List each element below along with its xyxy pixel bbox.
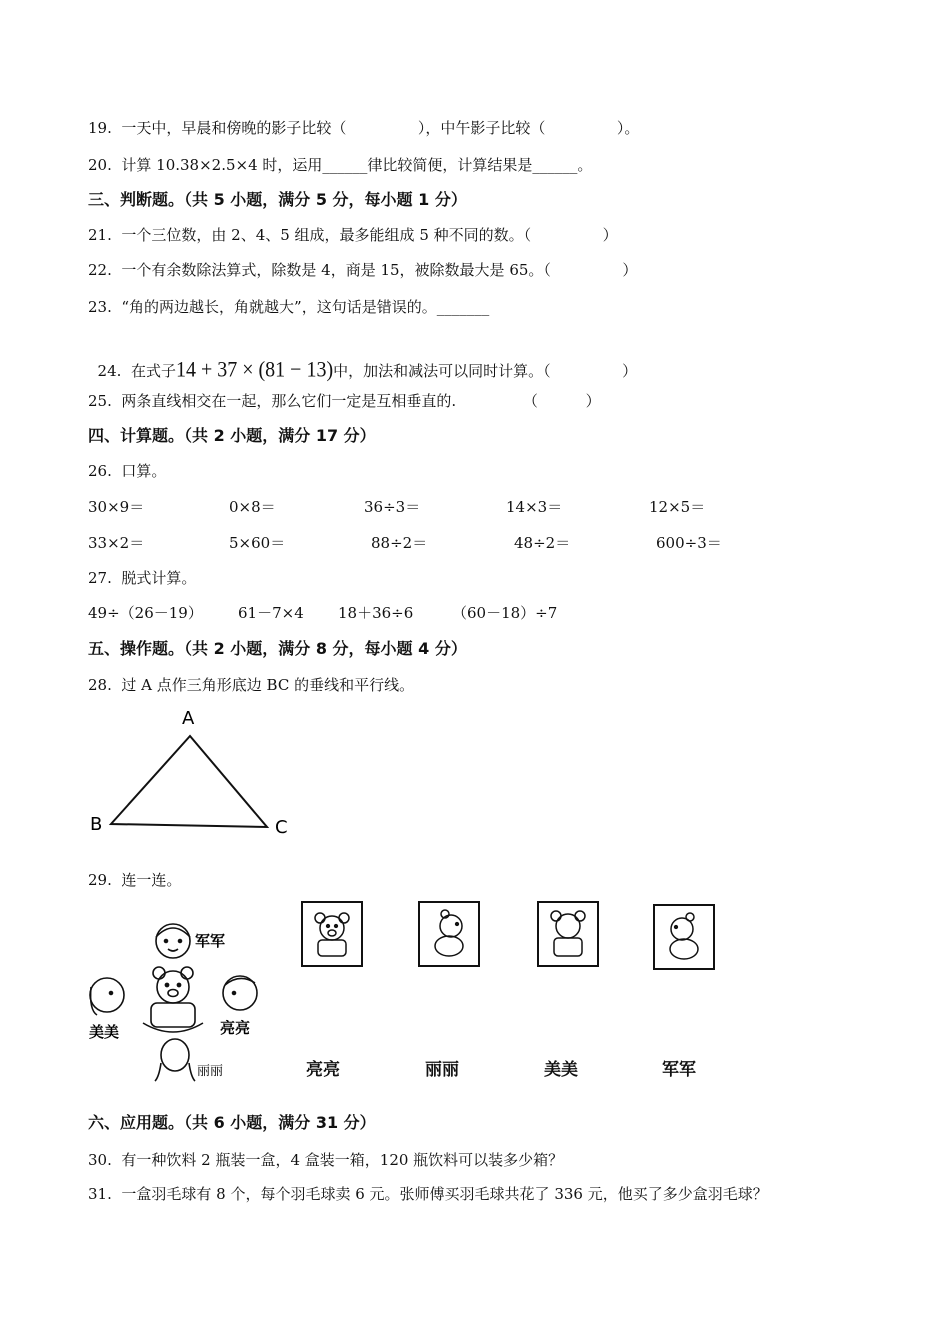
oral-item: 36÷3＝ xyxy=(364,498,421,516)
question-22: 22. 一个有余数除法算式，除数是 4，商是 15，被除数最大是 65。（ ） xyxy=(88,261,638,279)
question-19: 19. 一天中，早晨和傍晚的影子比较（ ），中午影子比较（ ）。 xyxy=(88,119,640,137)
triangle-abc xyxy=(111,736,267,827)
people-bear-figure xyxy=(85,915,285,1085)
question-25: 25. 两条直线相交在一起，那么它们一定是互相垂直的. （ ） xyxy=(88,392,601,410)
bottom-label-3: 美美 xyxy=(544,1060,578,1080)
question-26: 26. 口算。 xyxy=(88,462,167,480)
question-30: 30. 有一种饮料 2 瓶装一盒，4 盒装一箱，120 瓶饮料可以装多少箱？ xyxy=(88,1151,564,1169)
question-24 xyxy=(88,340,637,381)
frame-2-bear-side xyxy=(417,900,481,968)
meimei-label: 美美 xyxy=(89,1023,120,1041)
center-bear xyxy=(143,967,203,1032)
vertex-a-label: A xyxy=(182,708,195,729)
section-5-heading: 五、操作题。（共 2 小题，满分 8 分，每小题 4 分） xyxy=(88,639,467,658)
question-31: 31. 一盒羽毛球有 8 个，每个羽毛球卖 6 元。张师傅买羽毛球共花了 336 元，他买了多少盒羽毛球？ xyxy=(88,1185,768,1203)
bottom-label-4: 军军 xyxy=(662,1060,696,1080)
section-3-heading: 三、判断题。（共 5 小题，满分 5 分，每小题 1 分） xyxy=(88,190,467,209)
frame-3-bear-back xyxy=(536,900,600,968)
junjun-face xyxy=(156,924,190,958)
oral-item: 5×60＝ xyxy=(229,534,286,552)
oral-item: 600÷3＝ xyxy=(656,534,722,552)
vertex-c-label: C xyxy=(275,817,288,838)
frame-4-bear-side xyxy=(652,903,716,971)
lili-head xyxy=(155,1039,195,1081)
oral-item: 30×9＝ xyxy=(88,498,145,516)
lili-label: 丽丽 xyxy=(197,1064,224,1079)
oral-item: 48÷2＝ xyxy=(514,534,571,552)
question-24-expression: 14 + 37 × (81 − 13) xyxy=(175,357,334,383)
question-24-suffix: 中，加法和减法可以同时计算。（ ） xyxy=(333,362,638,380)
frame-1-bear-front xyxy=(300,900,364,968)
question-21: 21. 一个三位数，由 2、4、5 组成，最多能组成 5 种不同的数。（ ） xyxy=(88,226,618,244)
calc-item: （60－18）÷7 xyxy=(452,604,558,622)
oral-item: 12×5＝ xyxy=(649,498,706,516)
bottom-label-2: 丽丽 xyxy=(425,1060,459,1080)
calc-item: 18＋36÷6 xyxy=(338,604,414,622)
question-29: 29. 连一连。 xyxy=(88,871,182,889)
calc-item: 61－7×4 xyxy=(238,604,304,622)
question-27: 27. 脱式计算。 xyxy=(88,569,197,587)
junjun-label: 军军 xyxy=(195,932,226,950)
oral-item: 33×2＝ xyxy=(88,534,145,552)
question-23: 23. “角的两边越长，角就越大”，这句话是错误的。_______ xyxy=(88,298,490,316)
section-6-heading: 六、应用题。（共 6 小题，满分 31 分） xyxy=(88,1113,376,1132)
oral-item: 14×3＝ xyxy=(506,498,563,516)
liangliang-face xyxy=(223,976,257,1010)
question-28: 28. 过 A 点作三角形底边 BC 的垂线和平行线。 xyxy=(88,676,415,694)
liangliang-label: 亮亮 xyxy=(220,1019,251,1037)
vertex-b-label: B xyxy=(90,814,103,835)
bottom-label-1: 亮亮 xyxy=(306,1060,340,1080)
question-20: 20. 计算 10.38×2.5×4 时，运用______律比较简便，计算结果是______。 xyxy=(88,156,593,174)
question-24-prefix: 24. 在式子 xyxy=(97,362,176,380)
oral-item: 88÷2＝ xyxy=(371,534,428,552)
section-4-heading: 四、计算题。（共 2 小题，满分 17 分） xyxy=(88,426,376,445)
calc-item: 49÷（26－19） xyxy=(88,604,203,622)
meimei-face xyxy=(90,978,124,1015)
triangle-figure xyxy=(80,700,310,845)
oral-item: 0×8＝ xyxy=(229,498,276,516)
